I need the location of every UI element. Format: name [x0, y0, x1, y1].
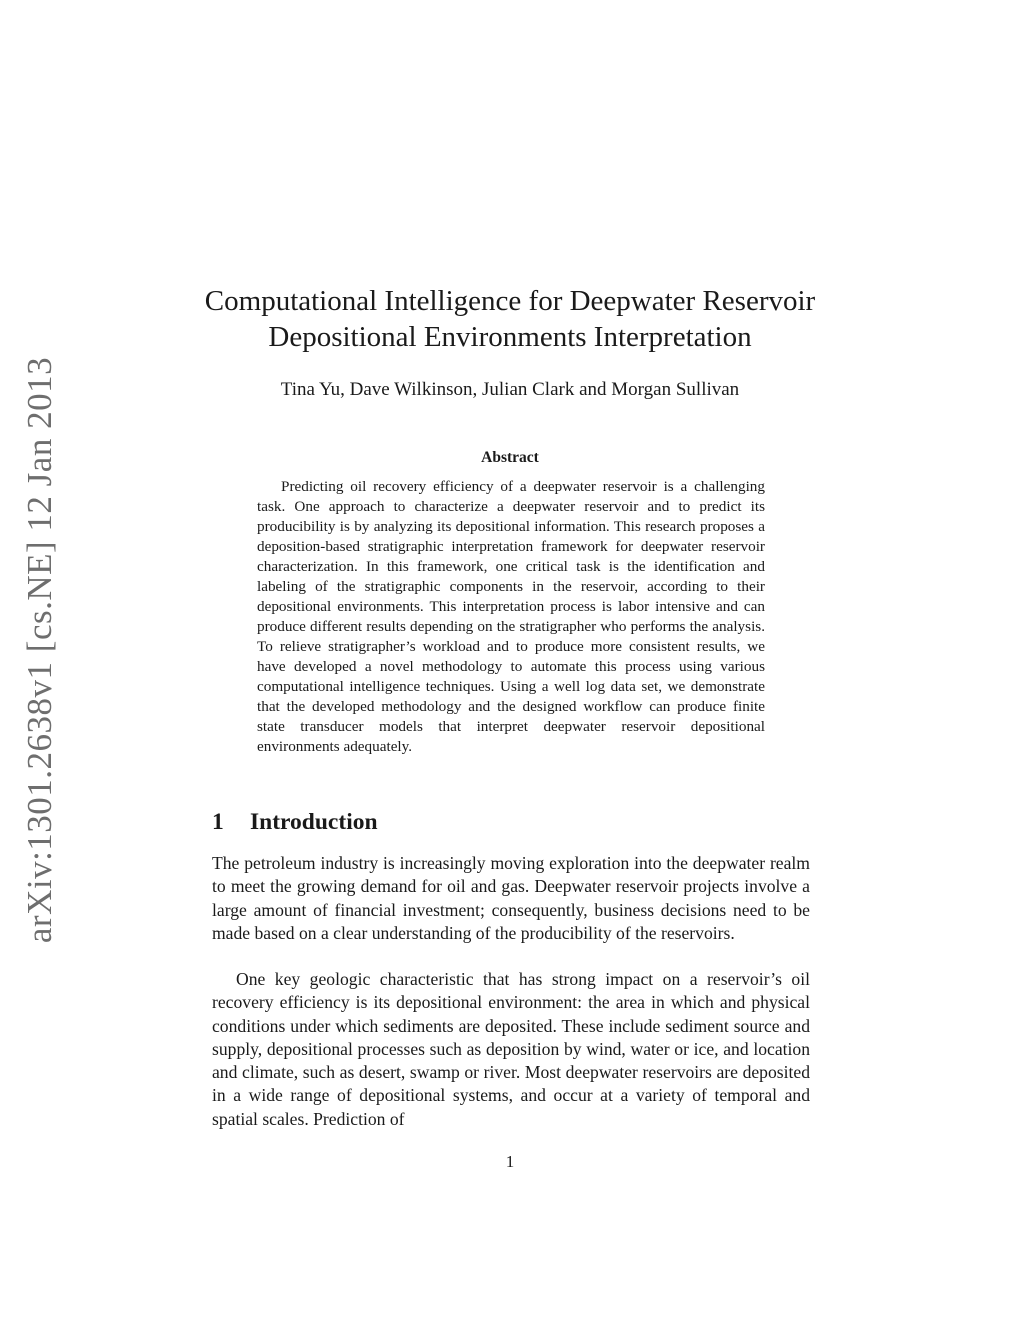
page-number: 1 [505, 1152, 515, 1171]
paper-title: Computational Intelligence for Deepwater Reservoir Depositional Environments Interpretation [204, 285, 816, 353]
abstract-heading: Abstract [481, 449, 539, 466]
body-paragraph: The petroleum industry is increasingly moving exploration into the deepwater realm to meet the growing demand for oil and gas. Deepwater reservoir projects involve a large amount of financial investment; consequently, business decisions need to be made based on a clear understanding of the producibility of the reservoirs. [212, 853, 810, 943]
abstract-text: Predicting oil recovery efficiency of a deepwater reservoir is a challenging task. One approach to characterize a deepwater reservoir and to predict its producibility is by analyzing its depositional information. This research proposes a deposition-based stratigraphic interpretation framework for deepwater reservoir characterization. In this framework, one critical task is the identification and labeling of the stratigraphic components in the reservoir, according to their depositional environments. This interpretation process is labor intensive and can produce different results depending on the stratigrapher who performs the analysis. To relieve stratigrapher’s workload and to produce more consistent results, we have developed a novel methodology to automate this process using various computational intelligence techniques. Using a well log data set, we demonstrate that the developed methodology and the designed workflow can produce finite state transducer models that interpret deepwater reservoir depositional environments adequately. [257, 478, 765, 755]
section-title: Introduction [250, 809, 378, 835]
author-list: Tina Yu, Dave Wilkinson, Julian Clark and Morgan Sullivan [280, 379, 740, 400]
section-number: 1 [212, 809, 224, 835]
arxiv-identifier-text: arXiv:1301.2638v1 [cs.NE] 12 Jan 2013 [20, 356, 60, 944]
body-paragraph: One key geologic characteristic that has strong impact on a reservoir’s oil recovery efficiency is its depositional environment: the area in which and physical conditions under which sediments are deposited. These include sediment source and supply, depositional processes such as deposition by wind, water or ice, and location and climate, such as desert, swamp or river. Most deepwater reservoirs are deposited in a wide range of depositional systems, and occur at a variety of temporal and spatial scales. Prediction of [212, 969, 810, 1129]
arxiv-identifier-stamp [10, 356, 70, 944]
section-heading [212, 808, 378, 836]
